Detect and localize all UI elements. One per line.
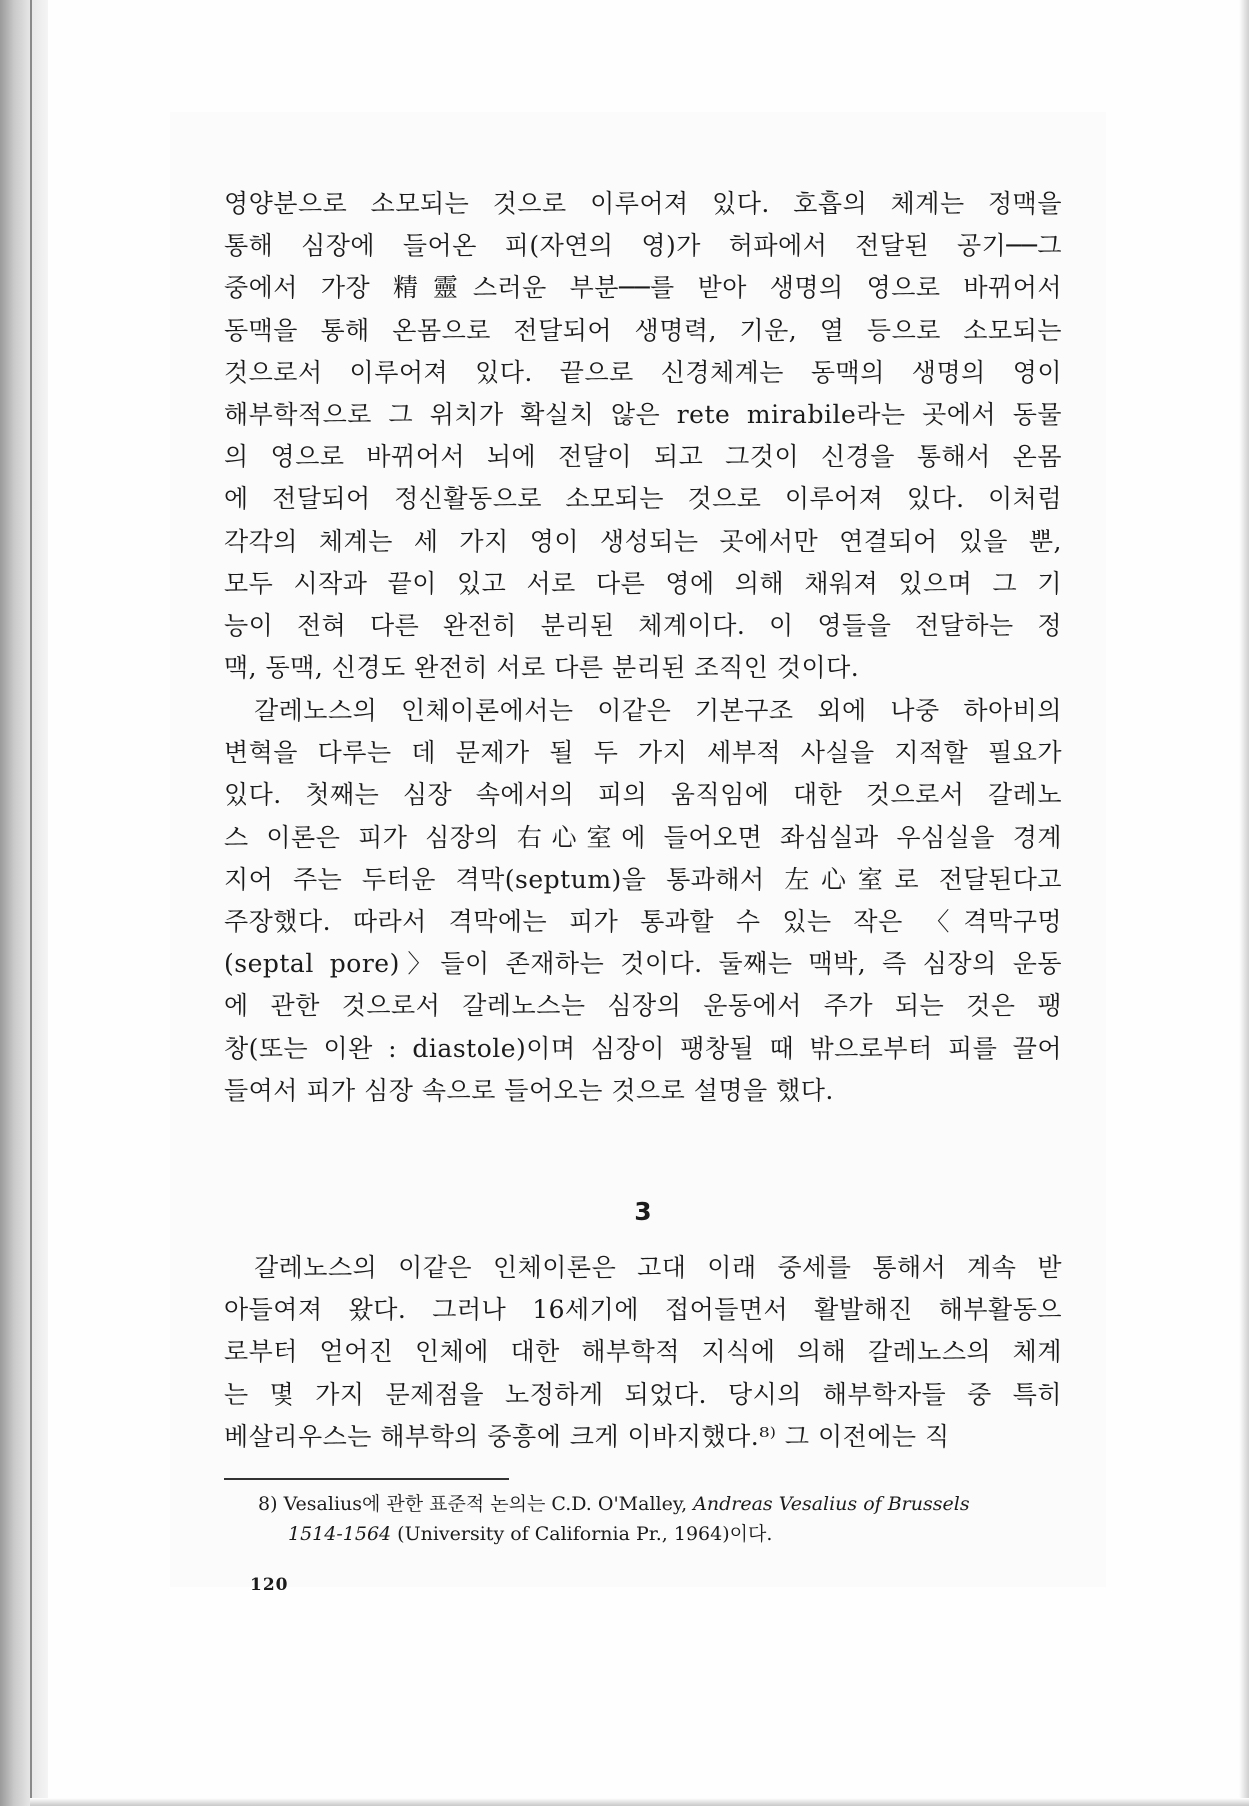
text-line: 동맥을 통해 온몸으로 전달되어 생명력, 기운, 열 등으로 소모되는 [224, 315, 1062, 345]
section-number: 3 [634, 1197, 652, 1226]
text-line: 창(또는 이완 : diastole)이며 심장이 팽창될 때 밖으로부터 피를 끌어 [224, 1033, 1062, 1063]
footnote-text-before: Vesalius에 관한 표준적 논의는 C.D. O'Malley, [283, 1493, 694, 1515]
footnote-title: Andreas Vesalius of Brussels [693, 1493, 970, 1515]
text-line: 에 전달되어 정신활동으로 소모되는 것으로 이루어져 있다. 이처럼 [224, 484, 1062, 514]
text-line: 베살리우스는 해부학의 중흥에 크게 이바지했다.⁸⁾ 그 이전에는 직 [224, 1421, 950, 1451]
page-edge-line [30, 0, 32, 1806]
text-line: 아들여져 왔다. 그러나 16세기에 접어들면서 활발해진 해부활동으 [224, 1295, 1062, 1325]
text-line: (septal pore)〉들이 존재하는 것이다. 둘째는 맥박, 즉 심장의 운동 [224, 949, 1062, 979]
text-line: 모두 시작과 끝이 있고 서로 다른 영에 의해 채워져 있으며 그 기 [224, 568, 1062, 598]
book-spine [0, 0, 48, 1806]
text-line: 주장했다. 따라서 격막에는 피가 통과할 수 있는 작은 〈격막구멍 [224, 907, 1062, 937]
page-number: 120 [250, 1575, 289, 1595]
text-line: 맥, 동맥, 신경도 완전히 서로 다른 분리된 조직인 것이다. [224, 653, 860, 683]
body-paragraph-2 [224, 690, 1062, 1112]
text-line: 각각의 체계는 세 가지 영이 생성되는 곳에서만 연결되어 있을 뿐, [224, 526, 1062, 556]
text-line: 에 관한 것으로서 갈레노스는 심장의 운동에서 주가 되는 것은 팽 [224, 991, 1062, 1021]
text-line: 변혁을 다루는 데 문제가 될 두 가지 세부적 사실을 지적할 필요가 [224, 738, 1062, 768]
text-line: 통해 심장에 들어온 피(자연의 영)가 허파에서 전달된 공기──그 [224, 231, 1062, 261]
footnote-years: 1514-1564 [288, 1523, 392, 1545]
page-bottom-edge [30, 1798, 1249, 1806]
text-line: 영양분으로 소모되는 것으로 이루어져 있다. 호흡의 체계는 정맥을 [224, 189, 1062, 218]
text-line: 의 영으로 바뀌어서 뇌에 전달이 되고 그것이 신경을 통해서 온몸 [224, 442, 1062, 472]
footnote-divider [224, 1478, 509, 1480]
footnote-line-1 [258, 1489, 1064, 1519]
text-line: 것으로서 이루어져 있다. 끝으로 신경체계는 동맥의 생명의 영이 [224, 357, 1062, 387]
text-line: 갈레노스의 인체이론에서는 이같은 기본구조 외에 나중 하아비의 [254, 696, 1062, 725]
footnote-text-after: (University of California Pr., 1964)이다. [391, 1523, 773, 1545]
text-line: 중에서 가장 精靈스러운 부분──를 받아 생명의 영으로 바뀌어서 [224, 273, 1062, 303]
text-line: 있다. 첫째는 심장 속에서의 피의 움직임에 대한 것으로서 갈레노 [224, 780, 1062, 810]
text-line: 는 몇 가지 문제점을 노정하게 되었다. 당시의 해부학자들 중 특히 [224, 1379, 1062, 1409]
text-line: 스 이론은 피가 심장의 右心室에 들어오면 좌심실과 우심실을 경계 [224, 822, 1062, 852]
text-line: 지어 주는 두터운 격막(septum)을 통과해서 左心室로 전달된다고 [224, 864, 1062, 894]
text-line: 갈레노스의 이같은 인체이론은 고대 이래 중세를 통해서 계속 받 [254, 1253, 1062, 1282]
text-line: 능이 전혀 다른 완전히 분리된 체계이다. 이 영들을 전달하는 정 [224, 611, 1062, 641]
page-right-edge [1239, 0, 1249, 1806]
text-line: 들여서 피가 심장 속으로 들어오는 것으로 설명을 했다. [224, 1075, 834, 1105]
text-line: 로부터 얻어진 인체에 대한 해부학적 지식에 의해 갈레노스의 체계 [224, 1337, 1062, 1367]
footnote [258, 1489, 1064, 1549]
body-paragraph-1 [224, 183, 1062, 689]
body-paragraph-3 [224, 1247, 1062, 1458]
footnote-marker: 8) [258, 1493, 278, 1515]
text-line: 해부학적으로 그 위치가 확실치 않은 rete mirabile라는 곳에서 동물 [224, 400, 1062, 430]
footnote-line-2 [258, 1519, 1064, 1549]
